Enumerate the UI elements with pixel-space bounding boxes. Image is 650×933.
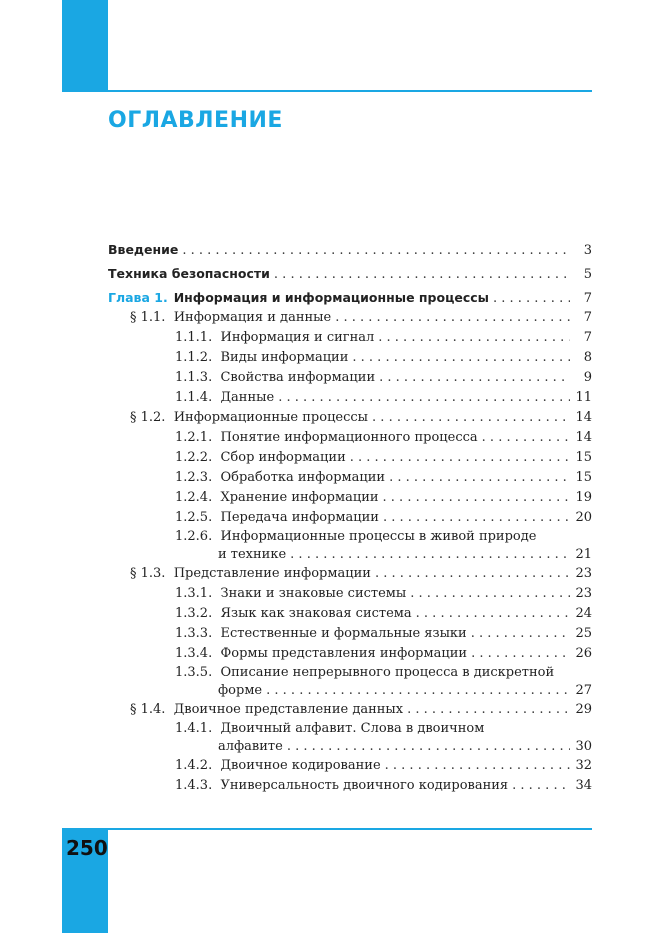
- toc-entry-title: [130, 564, 371, 584]
- page-title: ОГЛАВЛЕНИЕ: [108, 108, 283, 133]
- toc-page-number: 27: [575, 683, 592, 698]
- toc-entry-title: [175, 756, 381, 776]
- toc-entry-text: Передача информации: [220, 510, 379, 525]
- toc-entry-1-4-1[interactable]: [108, 720, 592, 738]
- toc-leader-dots: [383, 488, 570, 508]
- toc-page-number: 15: [575, 450, 592, 465]
- toc-number: 1.1.4.: [175, 390, 213, 405]
- toc-leader-dots: [493, 289, 570, 309]
- toc-entry-title: [175, 468, 385, 488]
- toc-leader-dots: [379, 368, 570, 388]
- toc-page-number: 29: [575, 702, 592, 717]
- toc-entry-1-2-6[interactable]: [108, 528, 592, 546]
- toc-entry-1-3-5-continued[interactable]: [108, 682, 592, 700]
- toc-leader-dots: [350, 448, 570, 468]
- toc-entry-text-continued: форме: [218, 683, 263, 698]
- toc-entry-introduction[interactable]: [108, 240, 592, 260]
- toc-page-number: 11: [575, 390, 592, 405]
- toc-entry-text: Информация и данные: [173, 310, 332, 325]
- chapter-label: Глава 1.: [108, 290, 168, 305]
- toc-entry-text: Двоичное представление данных: [173, 702, 404, 717]
- toc-leader-dots: [375, 564, 570, 584]
- toc-number: 1.1.3.: [175, 370, 213, 385]
- toc-entry-text: Язык как знаковая система: [220, 606, 412, 621]
- toc-entry-section-1-3[interactable]: [108, 564, 592, 584]
- toc-entry-text: Естественные и формальные языки: [220, 626, 467, 641]
- toc-entry-1-4-1-continued[interactable]: [108, 738, 592, 756]
- toc-entry-title: [175, 388, 274, 408]
- toc-leader-dots: [352, 348, 570, 368]
- toc-number: § 1.1.: [130, 310, 166, 325]
- toc-leader-dots: [416, 604, 570, 624]
- table-of-contents: [108, 240, 592, 796]
- toc-entry-1-1-4[interactable]: [108, 388, 592, 408]
- toc-entry-section-1-4[interactable]: [108, 700, 592, 720]
- toc-leader-dots: [471, 644, 570, 664]
- toc-leader-dots: [512, 776, 570, 796]
- toc-entry-text: Знаки и знаковые системы: [220, 586, 407, 601]
- toc-number: 1.2.6.: [175, 529, 213, 544]
- toc-number: § 1.2.: [130, 410, 166, 425]
- toc-entry-title: [175, 348, 348, 368]
- toc-number: 1.3.3.: [175, 626, 213, 641]
- toc-entry-title: Техника безопасности: [108, 266, 270, 281]
- toc-entry-text-continued: и технике: [218, 547, 287, 562]
- toc-entry-text-continued: алфавите: [218, 739, 283, 754]
- toc-page-number: 7: [583, 330, 592, 345]
- toc-entry-text: Данные: [220, 390, 275, 405]
- toc-entry-1-2-4[interactable]: [108, 488, 592, 508]
- toc-entry-title: [130, 700, 403, 720]
- toc-entry-text: Универсальность двоичного кодирования: [220, 778, 509, 793]
- toc-entry-title: [175, 528, 592, 546]
- toc-entry-title: [175, 720, 592, 738]
- toc-entry-1-2-3[interactable]: [108, 468, 592, 488]
- toc-page-number: 15: [575, 470, 592, 485]
- toc-entry-1-4-2[interactable]: [108, 756, 592, 776]
- toc-entry-1-2-6-continued[interactable]: [108, 546, 592, 564]
- toc-page-number: 14: [575, 430, 592, 445]
- toc-entry-1-4-3[interactable]: [108, 776, 592, 796]
- toc-page-number: 25: [575, 626, 592, 641]
- toc-leader-dots: [266, 682, 570, 700]
- toc-entry-title: [175, 508, 379, 528]
- toc-entry-title: Введение: [108, 242, 179, 257]
- toc-entry-1-3-5[interactable]: [108, 664, 592, 682]
- toc-entry-title: [175, 604, 412, 624]
- toc-page-number: 24: [575, 606, 592, 621]
- toc-entry-section-1-1[interactable]: [108, 308, 592, 328]
- toc-page-number: 8: [583, 350, 592, 365]
- toc-number: 1.3.2.: [175, 606, 213, 621]
- toc-number: 1.3.1.: [175, 586, 213, 601]
- toc-page-number: 20: [575, 510, 592, 525]
- toc-entry-text: Свойства информации: [220, 370, 376, 385]
- toc-number: 1.2.4.: [175, 490, 213, 505]
- toc-entry-title: [175, 428, 478, 448]
- toc-entry-text: Сбор информации: [220, 450, 346, 465]
- toc-number: 1.1.2.: [175, 350, 213, 365]
- toc-page-number: 23: [575, 586, 592, 601]
- toc-leader-dots: [482, 428, 570, 448]
- toc-leader-dots: [471, 624, 570, 644]
- toc-chapter-heading: [108, 288, 489, 308]
- toc-leader-dots: [385, 756, 570, 776]
- toc-leader-dots: [335, 308, 570, 328]
- toc-entry-title: [130, 308, 331, 328]
- toc-number: 1.4.2.: [175, 758, 213, 773]
- toc-number: 1.2.5.: [175, 510, 213, 525]
- toc-page-number: 7: [583, 291, 592, 306]
- toc-page-number: 26: [575, 646, 592, 661]
- toc-entry-title: [175, 328, 374, 348]
- toc-leader-dots: [290, 546, 570, 564]
- toc-number: § 1.3.: [130, 566, 166, 581]
- toc-entry-1-3-2[interactable]: [108, 604, 592, 624]
- toc-entry-text: Информационные процессы в живой природе: [220, 529, 537, 544]
- toc-leader-dots: [372, 408, 570, 428]
- toc-page-number: 23: [575, 566, 592, 581]
- toc-number: 1.4.1.: [175, 721, 213, 736]
- toc-entry-text: Обработка информации: [220, 470, 386, 485]
- toc-number: 1.3.4.: [175, 646, 213, 661]
- toc-entry-text: Информация и сигнал: [220, 330, 375, 345]
- toc-leader-dots: [182, 241, 570, 261]
- toc-page-number: 9: [583, 370, 592, 385]
- toc-page-number: 19: [575, 490, 592, 505]
- toc-entry-text: Двоичное кодирование: [220, 758, 381, 773]
- toc-entry-title: [175, 584, 406, 604]
- toc-leader-dots: [407, 700, 570, 720]
- toc-page-number: 21: [575, 547, 592, 562]
- toc-page-number: 34: [575, 778, 592, 793]
- toc-entry-title: [175, 644, 467, 664]
- toc-entry-title: [175, 488, 379, 508]
- page-number: 250: [66, 836, 108, 860]
- toc-entry-1-1-1[interactable]: [108, 328, 592, 348]
- toc-entry-1-2-1[interactable]: [108, 428, 592, 448]
- toc-leader-dots: [287, 738, 570, 756]
- toc-entry-text: Хранение информации: [220, 490, 379, 505]
- toc-entry-title: [175, 776, 508, 796]
- toc-number: 1.2.1.: [175, 430, 213, 445]
- toc-entry-text: Представление информации: [173, 566, 371, 581]
- toc-entry-text: Виды информации: [220, 350, 349, 365]
- toc-leader-dots: [383, 508, 570, 528]
- toc-entry-1-3-3[interactable]: [108, 624, 592, 644]
- toc-entry-safety[interactable]: [108, 264, 592, 284]
- toc-number: 1.2.2.: [175, 450, 213, 465]
- toc-leader-dots: [274, 265, 570, 285]
- toc-leader-dots: [378, 328, 570, 348]
- toc-entry-1-2-2[interactable]: [108, 448, 592, 468]
- toc-page-number: 32: [575, 758, 592, 773]
- toc-entry-title: [175, 624, 467, 644]
- toc-entry-title: Информация и информационные процессы: [173, 290, 489, 305]
- toc-leader-dots: [389, 468, 570, 488]
- toc-number: 1.1.1.: [175, 330, 213, 345]
- toc-entry-1-2-5[interactable]: [108, 508, 592, 528]
- toc-page-number: 7: [583, 310, 592, 325]
- bottom-rule: [62, 828, 592, 830]
- toc-entry-1-3-4[interactable]: [108, 644, 592, 664]
- toc-entry-title: [175, 368, 375, 388]
- toc-number: § 1.4.: [130, 702, 166, 717]
- toc-entry-title: [175, 448, 346, 468]
- toc-page-number: 3: [583, 243, 592, 258]
- toc-number: 1.3.5.: [175, 665, 213, 680]
- top-rule: [62, 90, 592, 92]
- toc-number: 1.4.3.: [175, 778, 213, 793]
- toc-entry-text: Информационные процессы: [173, 410, 369, 425]
- toc-entry-text: Формы представления информации: [220, 646, 468, 661]
- toc-entry-text: Описание непрерывного процесса в дискретной: [220, 665, 555, 680]
- top-accent-bar: [62, 0, 108, 92]
- toc-entry-1-1-2[interactable]: [108, 348, 592, 368]
- toc-entry-section-1-2[interactable]: [108, 408, 592, 428]
- toc-page-number: 30: [575, 739, 592, 754]
- toc-entry-title: [130, 408, 368, 428]
- toc-page-number: 14: [575, 410, 592, 425]
- toc-entry-text: Двоичный алфавит. Слова в двоичном: [220, 721, 485, 736]
- toc-entry-1-1-3[interactable]: [108, 368, 592, 388]
- toc-leader-dots: [410, 584, 570, 604]
- toc-leader-dots: [278, 388, 570, 408]
- toc-entry-text: Понятие информационного процесса: [220, 430, 478, 445]
- toc-entry-1-3-1[interactable]: [108, 584, 592, 604]
- toc-number: 1.2.3.: [175, 470, 213, 485]
- toc-entry-chapter-1[interactable]: [108, 288, 592, 308]
- toc-entry-title: [175, 664, 592, 682]
- toc-page-number: 5: [583, 267, 592, 282]
